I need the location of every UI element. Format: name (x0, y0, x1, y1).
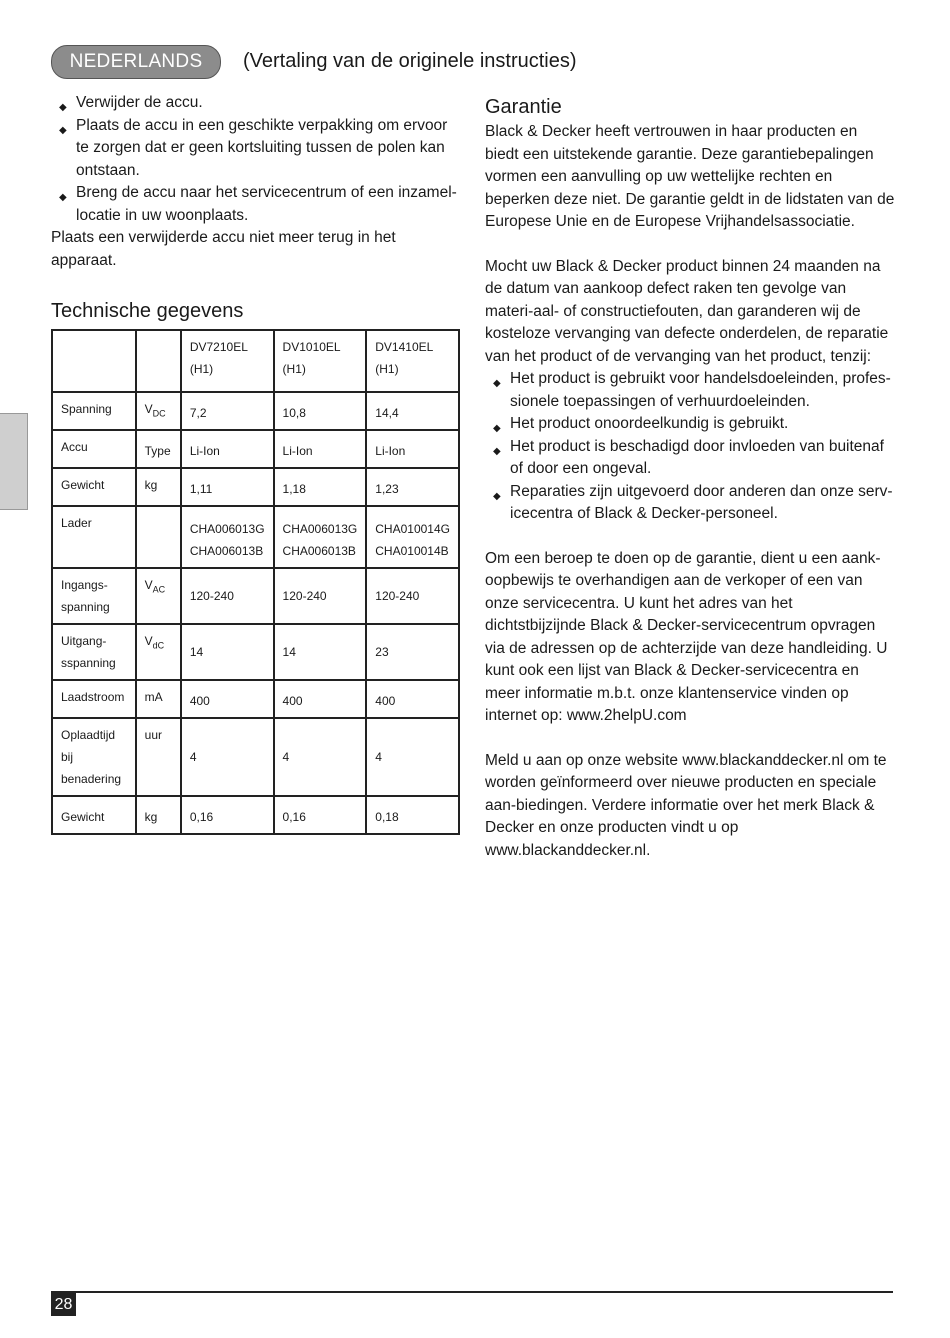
charger-code: CHA010014B (375, 544, 449, 559)
list-item (51, 182, 461, 227)
unit-subscript: AC (152, 584, 166, 595)
label-line: sspanning (61, 656, 116, 671)
cell-value: Li-Ion (181, 430, 274, 468)
unit-subscript: dC (152, 640, 165, 651)
row-unit (136, 392, 181, 430)
label-line: Ingangs- (61, 578, 108, 593)
unit-text: Type (144, 444, 171, 459)
cell-value: 14 (274, 624, 367, 680)
right-column (485, 96, 895, 862)
list-item-text: Plaats de accu in een geschikte verpakking om ervoor te zorgen dat er geen kortsluiting tussen de polen kan ontstaan. (76, 116, 448, 179)
document-subtitle: (Vertaling van de originele instructies) (243, 50, 577, 72)
cell-value: 0,16 (274, 796, 367, 834)
row-unit (136, 680, 181, 718)
unit-subscript: DC (152, 408, 166, 419)
warranty-paragraph: Black & Decker heeft vertrouwen in haar producten en biedt een uitstekende garantie. Deze garantiebepalingen vormen een aanvulling op uw wettelijke rechten en beperken deze niet. De garantie geldt in de lidstaten van de Europese Unie en de Europese Vrijhandelsassociatie. (485, 123, 895, 230)
list-item (485, 436, 895, 481)
label-line: spanning (61, 600, 110, 615)
row-label: Gewicht (52, 468, 136, 506)
label-line: Oplaadtijd bij (61, 728, 116, 765)
diamond-bullet-icon: ◆ (59, 124, 67, 136)
cell-value: 4 (274, 718, 367, 796)
cell-value: 120-240 (274, 568, 367, 624)
cell-value: 4 (181, 718, 274, 796)
list-item-text: Verwijder de accu. (76, 94, 203, 111)
cell-value: 0,18 (366, 796, 459, 834)
charger-code: CHA006013B (189, 544, 264, 559)
list-item (51, 92, 461, 115)
cell-value: 14 (181, 624, 274, 680)
cell-value: 4 (366, 718, 459, 796)
list-item-text: Het product onoordeelkundig is gebruikt. (510, 415, 789, 432)
list-item-text: Het product is gebruikt voor handelsdoeleinden, profes-sionele toepassingen of verhuurdoeleinden. (510, 370, 891, 410)
row-unit (136, 568, 181, 624)
table-row (52, 718, 459, 796)
cell-value (366, 506, 459, 568)
warranty-paragraph: Meld u aan op onze website www.blackanddecker.nl om te worden geïnformeerd over nieuwe producten en speciale aan-biedingen. Verdere informatie over het merk Black & Decker en onze producten vindt u op www.blackanddecker.nl. (485, 751, 887, 859)
table-row (52, 624, 459, 680)
header-empty-cell (52, 330, 136, 392)
row-unit (136, 624, 181, 680)
diamond-bullet-icon: ◆ (493, 378, 501, 389)
model-name: DV1410EL (375, 340, 434, 354)
cell-value: 7,2 (181, 392, 274, 430)
cell-value: 120-240 (366, 568, 459, 624)
diamond-bullet-icon: ◆ (493, 423, 501, 434)
cell-value (274, 506, 367, 568)
table-row (52, 506, 459, 568)
model-header (274, 330, 367, 392)
charger-code: CHA010014G (375, 522, 450, 537)
warranty-paragraph: Om een beroep te doen op de garantie, dient u een aank-oopbewijs te overhandigen aan de verkoper of een van onze servicecentra. U kunt het adres van het dichtstbijzijnde Black & Decker-servicecentrum opvragen via de adressen op de achterzijde van deze handleiding. U kunt ook een lijst van Black & Decker-servicecentra en meer informatie m.b.t. onze klantenservice vinden op internet op: www.2helpU.com (485, 549, 888, 724)
row-label: Gewicht (52, 796, 136, 834)
list-item (485, 368, 895, 413)
warranty-paragraph: Mocht uw Black & Decker product binnen 24 maanden na de datum van aankoop defect raken ten gevolge van materi-aal- of constructiefouten, dan garanderen wij de kosteloze vervanging van defecte onderdelen, de reparatie van het product of de vervanging van het product, tenzij: (485, 257, 889, 365)
footer-rule (51, 1291, 893, 1293)
cell-value: 400 (366, 680, 459, 718)
cell-value: Li-Ion (274, 430, 367, 468)
cell-value: 400 (274, 680, 367, 718)
table-row (52, 392, 459, 430)
row-unit (136, 718, 181, 796)
row-unit (136, 430, 181, 468)
table-row (52, 680, 459, 718)
cell-value: 1,11 (181, 468, 274, 506)
cell-value: Li-Ion (366, 430, 459, 468)
table-row (52, 568, 459, 624)
list-item-text: Breng de accu naar het servicecentrum of een inzamel-locatie in uw woonplaats. (76, 184, 457, 224)
charger-code: CHA006013G (189, 522, 265, 537)
row-label (52, 568, 136, 624)
diamond-bullet-icon: ◆ (493, 445, 501, 457)
list-item-text: Reparaties zijn uitgevoerd door anderen dan onze serv-icecentra of Black & Decker-personeel. (510, 482, 893, 522)
header-empty-cell (136, 330, 181, 392)
cell-value: 0,16 (181, 796, 274, 834)
table-header-row (52, 330, 459, 392)
charger-code: CHA006013B (282, 544, 356, 559)
unit-text: V (144, 634, 153, 649)
row-label (52, 624, 136, 680)
list-item-text: Het product is beschadigd door invloeden van buitenaf of door een ongeval. (510, 437, 884, 477)
cell-value: 10,8 (274, 392, 367, 430)
list-item (485, 481, 895, 526)
model-sub: (H1) (375, 362, 399, 376)
battery-note: Plaats een verwijderde accu niet meer terug in het apparaat. (51, 229, 396, 269)
diamond-bullet-icon: ◆ (59, 102, 67, 113)
cell-value: 23 (366, 624, 459, 680)
cell-value (181, 506, 274, 568)
table-row (52, 468, 459, 506)
unit-text: V (144, 402, 153, 416)
model-name: DV7210EL (189, 340, 248, 354)
row-label: Laadstroom (52, 680, 136, 718)
page-number: 28 (51, 1293, 76, 1316)
unit-text: uur (144, 728, 162, 743)
left-column (51, 92, 461, 835)
specs-table (51, 329, 460, 835)
row-label: Accu (52, 430, 136, 468)
side-thumb-tab (0, 413, 28, 510)
cell-value: 1,23 (366, 468, 459, 506)
model-sub: (H1) (189, 362, 214, 376)
cell-value: 120-240 (181, 568, 274, 624)
cell-value: 14,4 (366, 392, 459, 430)
charger-code: CHA006013G (282, 522, 358, 537)
row-label: Spanning (52, 392, 136, 430)
model-sub: (H1) (282, 362, 306, 376)
row-label: Lader (52, 506, 136, 568)
unit-text: kg (144, 478, 158, 493)
row-label (52, 718, 136, 796)
table-row (52, 430, 459, 468)
label-line: Uitgang- (61, 634, 107, 649)
list-item (485, 413, 895, 436)
diamond-bullet-icon: ◆ (493, 490, 501, 502)
diamond-bullet-icon: ◆ (59, 192, 67, 203)
model-name: DV1010EL (282, 340, 341, 354)
language-label: NEDERLANDS (51, 45, 221, 79)
warranty-exclusions-list (485, 368, 895, 526)
battery-steps-list (51, 92, 461, 227)
unit-text: V (144, 578, 153, 593)
unit-text: kg (144, 810, 158, 825)
model-header (366, 330, 459, 392)
cell-value: 1,18 (274, 468, 367, 506)
table-row (52, 796, 459, 834)
row-unit (136, 506, 181, 568)
label-line: benadering (61, 772, 122, 787)
model-header (181, 330, 274, 392)
list-item (51, 115, 461, 183)
warranty-heading: Garantie (485, 96, 562, 118)
row-unit (136, 796, 181, 834)
tech-specs-heading: Technische gegevens (51, 300, 244, 322)
row-unit (136, 468, 181, 506)
unit-text: mA (144, 690, 163, 705)
cell-value: 400 (181, 680, 274, 718)
